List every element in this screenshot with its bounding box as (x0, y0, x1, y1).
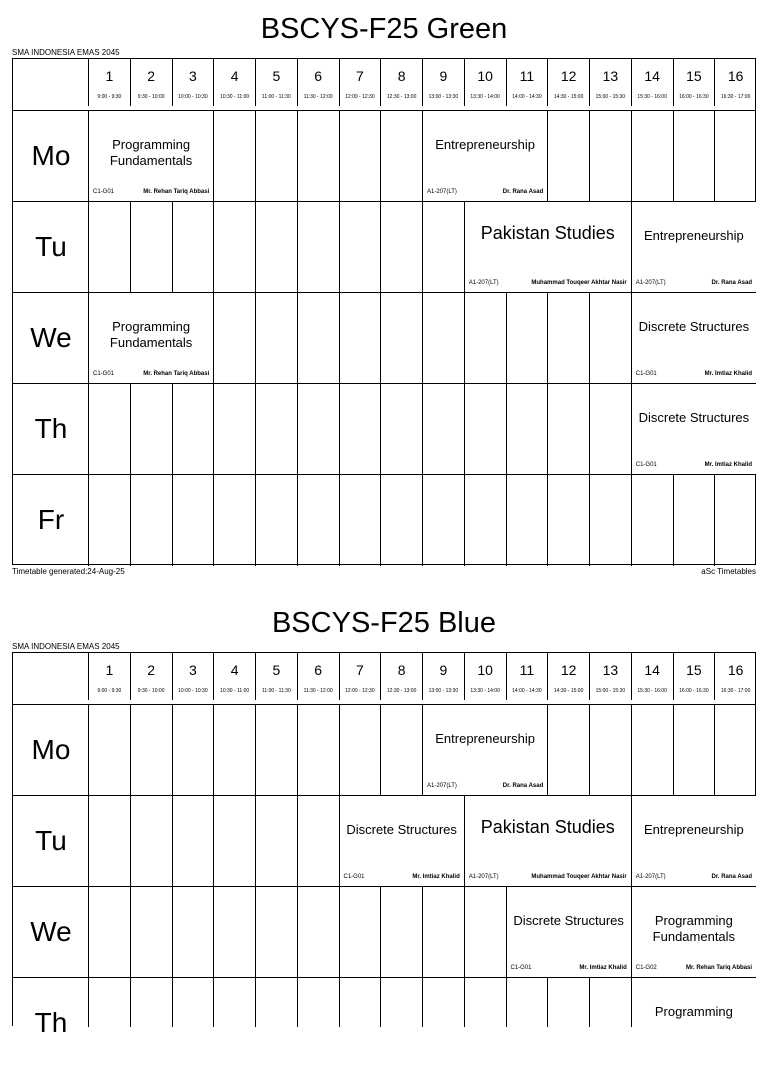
day-label: Fr (37, 504, 65, 535)
lesson-teacher: Mr. Imtiaz Khalid (412, 874, 460, 880)
period-header (380, 59, 422, 106)
grid-column-line (213, 111, 214, 566)
lesson-teacher: Mr. Rehan Tariq Abbasi (143, 371, 210, 377)
period-time: 12:00 - 12:30 (345, 94, 375, 100)
grid-column-line (339, 111, 340, 566)
day-label: We (30, 916, 72, 947)
lesson-teacher: Mr. Imtiaz Khalid (704, 462, 752, 468)
lesson-teacher: Dr. Rana Asad (502, 189, 544, 195)
lesson-room: C1-G01 (93, 189, 115, 195)
period-header (506, 59, 548, 106)
period-number: 1 (105, 662, 114, 678)
period-header (547, 59, 589, 106)
lesson-teacher: Dr. Rana Asad (711, 280, 752, 286)
period-number: 2 (147, 68, 156, 84)
lesson-room: A1-207(LT) (635, 280, 666, 286)
lesson-room: C1-G01 (343, 874, 365, 880)
period-number: 6 (314, 68, 323, 84)
period-time: 10:30 - 11:00 (220, 688, 250, 694)
day-label: Mo (31, 734, 71, 765)
period-time: 11:00 - 11:30 (262, 688, 291, 694)
grid-column-line (255, 111, 256, 566)
period-header (172, 59, 214, 106)
period-header (464, 653, 506, 700)
period-number: 13 (602, 662, 619, 678)
lesson-subject: Programming (654, 1004, 733, 1019)
grid-column-line (213, 705, 214, 1027)
lesson-card[interactable] (632, 293, 756, 383)
period-time: 13:30 - 14:00 (470, 688, 500, 694)
period-time: 14:30 - 15:00 (553, 94, 584, 100)
lesson-subject: Programming Fundamentals (109, 319, 193, 350)
period-time: 13:00 - 13:30 (428, 94, 459, 100)
period-time: 15:30 - 16:00 (637, 94, 667, 100)
period-time: 16:00 - 16:30 (679, 688, 709, 694)
lesson-card[interactable] (465, 202, 631, 292)
period-header (464, 59, 506, 106)
period-time: 12:30 - 13:00 (386, 688, 417, 694)
lesson-teacher: Mr. Imtiaz Khalid (579, 965, 627, 971)
period-number: 3 (188, 68, 197, 84)
period-time: 15:00 - 15:30 (595, 94, 626, 100)
period-number: 6 (314, 662, 323, 678)
lesson-room: A1-207(LT) (427, 189, 457, 195)
lesson-teacher: Mr. Imtiaz Khalid (704, 371, 752, 377)
lesson-card[interactable] (89, 293, 213, 383)
period-time: 16:30 - 17:00 (720, 688, 751, 694)
period-header (255, 59, 297, 106)
period-header (213, 59, 255, 106)
timetable-grid (12, 652, 756, 1038)
period-time: 16:00 - 16:30 (679, 94, 709, 100)
day-label: Th (34, 1007, 68, 1038)
software-credit: aSc Timetables (701, 567, 756, 576)
lesson-card[interactable] (423, 705, 547, 795)
period-header (547, 653, 589, 700)
timetable-title: BSCYS-F25 Blue (271, 607, 497, 639)
period-header (631, 59, 673, 106)
period-time: 9:00 - 9:30 (97, 94, 122, 100)
header-divider (13, 704, 755, 705)
school-name: SMA INDONESIA EMAS 2045 (12, 642, 120, 651)
period-time: 9:30 - 10:00 (137, 94, 165, 100)
period-number: 9 (439, 662, 448, 678)
grid-column-line (297, 111, 298, 566)
period-header (88, 59, 130, 106)
lesson-room: C1-G01 (635, 371, 657, 377)
lesson-teacher: Mr. Rehan Tariq Abbasi (685, 965, 752, 971)
grid-column-line (130, 705, 131, 1027)
lesson-subject: Entrepreneurship (644, 822, 744, 837)
period-number: 10 (477, 662, 493, 678)
lesson-room: A1-207(LT) (468, 874, 499, 880)
period-number: 11 (519, 662, 535, 678)
lesson-card[interactable] (340, 796, 464, 886)
period-header (506, 653, 548, 700)
lesson-card[interactable] (632, 978, 756, 1068)
period-number: 8 (397, 662, 406, 678)
period-time: 9:00 - 9:30 (97, 688, 122, 694)
lesson-teacher: Dr. Rana Asad (711, 874, 752, 880)
lesson-subject: Discrete Structures (346, 822, 457, 837)
period-time: 11:30 - 12:00 (303, 688, 333, 694)
day-label: We (30, 322, 72, 353)
period-header (673, 59, 715, 106)
lesson-subject: Discrete Structures (513, 913, 624, 928)
generated-date: Timetable generated:24-Aug-25 (12, 567, 125, 576)
period-number: 7 (355, 68, 364, 84)
lesson-subject: Pakistan Studies (480, 817, 615, 837)
lesson-card[interactable] (465, 796, 631, 886)
lesson-teacher: Dr. Rana Asad (502, 783, 544, 789)
period-number: 8 (397, 68, 406, 84)
grid-column-line (172, 705, 173, 1027)
period-header (297, 653, 339, 700)
lesson-subject: Entrepreneurship (644, 228, 744, 243)
period-time: 12:00 - 12:30 (345, 688, 375, 694)
period-time: 11:30 - 12:00 (303, 94, 333, 100)
period-number: 15 (686, 662, 702, 678)
lesson-teacher: Muhammad Touqeer Akhtar Nasir (531, 874, 627, 880)
period-time: 14:00 - 14:30 (512, 688, 542, 694)
period-number: 5 (272, 68, 281, 84)
period-number: 4 (230, 68, 239, 84)
lesson-subject: Programming Fundamentals (109, 137, 193, 168)
period-number: 16 (727, 662, 744, 678)
lesson-card[interactable] (632, 384, 756, 474)
period-number: 9 (439, 68, 448, 84)
lesson-card[interactable] (632, 796, 756, 886)
period-header (130, 59, 172, 106)
lesson-subject: Discrete Structures (638, 410, 750, 425)
lesson-room: A1-207(LT) (427, 783, 457, 789)
period-number: 5 (272, 662, 281, 678)
day-label: Tu (35, 231, 67, 262)
period-header (589, 653, 631, 700)
period-header (255, 653, 297, 700)
lesson-room: C1-G01 (510, 965, 532, 971)
period-number: 10 (477, 68, 493, 84)
period-time: 16:30 - 17:00 (720, 94, 751, 100)
lesson-room: C1-G01 (93, 371, 115, 377)
period-header (631, 653, 673, 700)
grid-column-line (380, 111, 381, 566)
period-header (380, 653, 422, 700)
lesson-teacher: Mr. Rehan Tariq Abbasi (143, 189, 210, 195)
period-number: 14 (644, 662, 660, 678)
period-header (589, 59, 631, 106)
lesson-card[interactable] (89, 111, 213, 201)
row-divider (13, 474, 755, 475)
period-time: 15:00 - 15:30 (595, 688, 626, 694)
lesson-room: A1-207(LT) (468, 280, 499, 286)
grid-column-line (547, 111, 548, 566)
lesson-card[interactable] (632, 202, 756, 292)
grid-column-line (255, 705, 256, 1027)
lesson-subject: Programming Fundamentals (652, 913, 736, 944)
period-time: 14:00 - 14:30 (512, 94, 542, 100)
period-header (297, 59, 339, 106)
lesson-card[interactable] (507, 887, 631, 977)
period-header (213, 653, 255, 700)
period-number: 12 (560, 662, 577, 678)
period-number: 13 (602, 68, 619, 84)
period-time: 10:30 - 11:00 (220, 94, 250, 100)
period-time: 10:00 - 10:30 (178, 94, 208, 100)
period-header (714, 653, 756, 700)
period-time: 15:30 - 16:00 (637, 688, 667, 694)
period-number: 2 (147, 662, 156, 678)
period-number: 14 (644, 68, 660, 84)
period-number: 15 (686, 68, 702, 84)
period-number: 11 (519, 68, 535, 84)
period-time: 10:00 - 10:30 (178, 688, 208, 694)
period-number: 1 (105, 68, 114, 84)
period-header (130, 653, 172, 700)
period-header (422, 59, 464, 106)
lesson-card[interactable] (632, 887, 756, 977)
period-number: 16 (727, 68, 744, 84)
school-name: SMA INDONESIA EMAS 2045 (12, 48, 120, 57)
period-number: 12 (560, 68, 577, 84)
timetable-grid (12, 58, 756, 565)
period-header (422, 653, 464, 700)
period-header (714, 59, 756, 106)
grid-column-line (589, 111, 590, 566)
period-header (339, 653, 381, 700)
day-label: Mo (31, 140, 71, 171)
period-number: 3 (188, 662, 197, 678)
day-label: Th (34, 413, 68, 444)
lesson-subject: Entrepreneurship (435, 137, 535, 152)
period-number: 7 (355, 662, 364, 678)
period-header (673, 653, 715, 700)
lesson-room: A1-207(LT) (635, 874, 666, 880)
period-header (88, 653, 130, 700)
period-time: 13:00 - 13:30 (428, 688, 459, 694)
day-label: Tu (35, 825, 67, 856)
period-time: 13:30 - 14:00 (470, 94, 500, 100)
lesson-subject: Pakistan Studies (480, 223, 615, 243)
lesson-teacher: Muhammad Touqeer Akhtar Nasir (531, 280, 627, 286)
period-header (172, 653, 214, 700)
lesson-subject: Discrete Structures (638, 319, 750, 334)
period-time: 9:30 - 10:00 (137, 688, 165, 694)
period-header (339, 59, 381, 106)
lesson-card[interactable] (423, 111, 547, 201)
period-time: 12:30 - 13:00 (386, 94, 417, 100)
period-time: 11:00 - 11:30 (262, 94, 291, 100)
lesson-room: C1-G01 (635, 462, 657, 468)
period-number: 4 (230, 662, 239, 678)
grid-column-line (297, 705, 298, 1027)
period-time: 14:30 - 15:00 (553, 688, 584, 694)
lesson-room: C1-G02 (635, 965, 657, 971)
lesson-subject: Entrepreneurship (435, 731, 535, 746)
timetable-title: BSCYS-F25 Green (260, 13, 508, 45)
